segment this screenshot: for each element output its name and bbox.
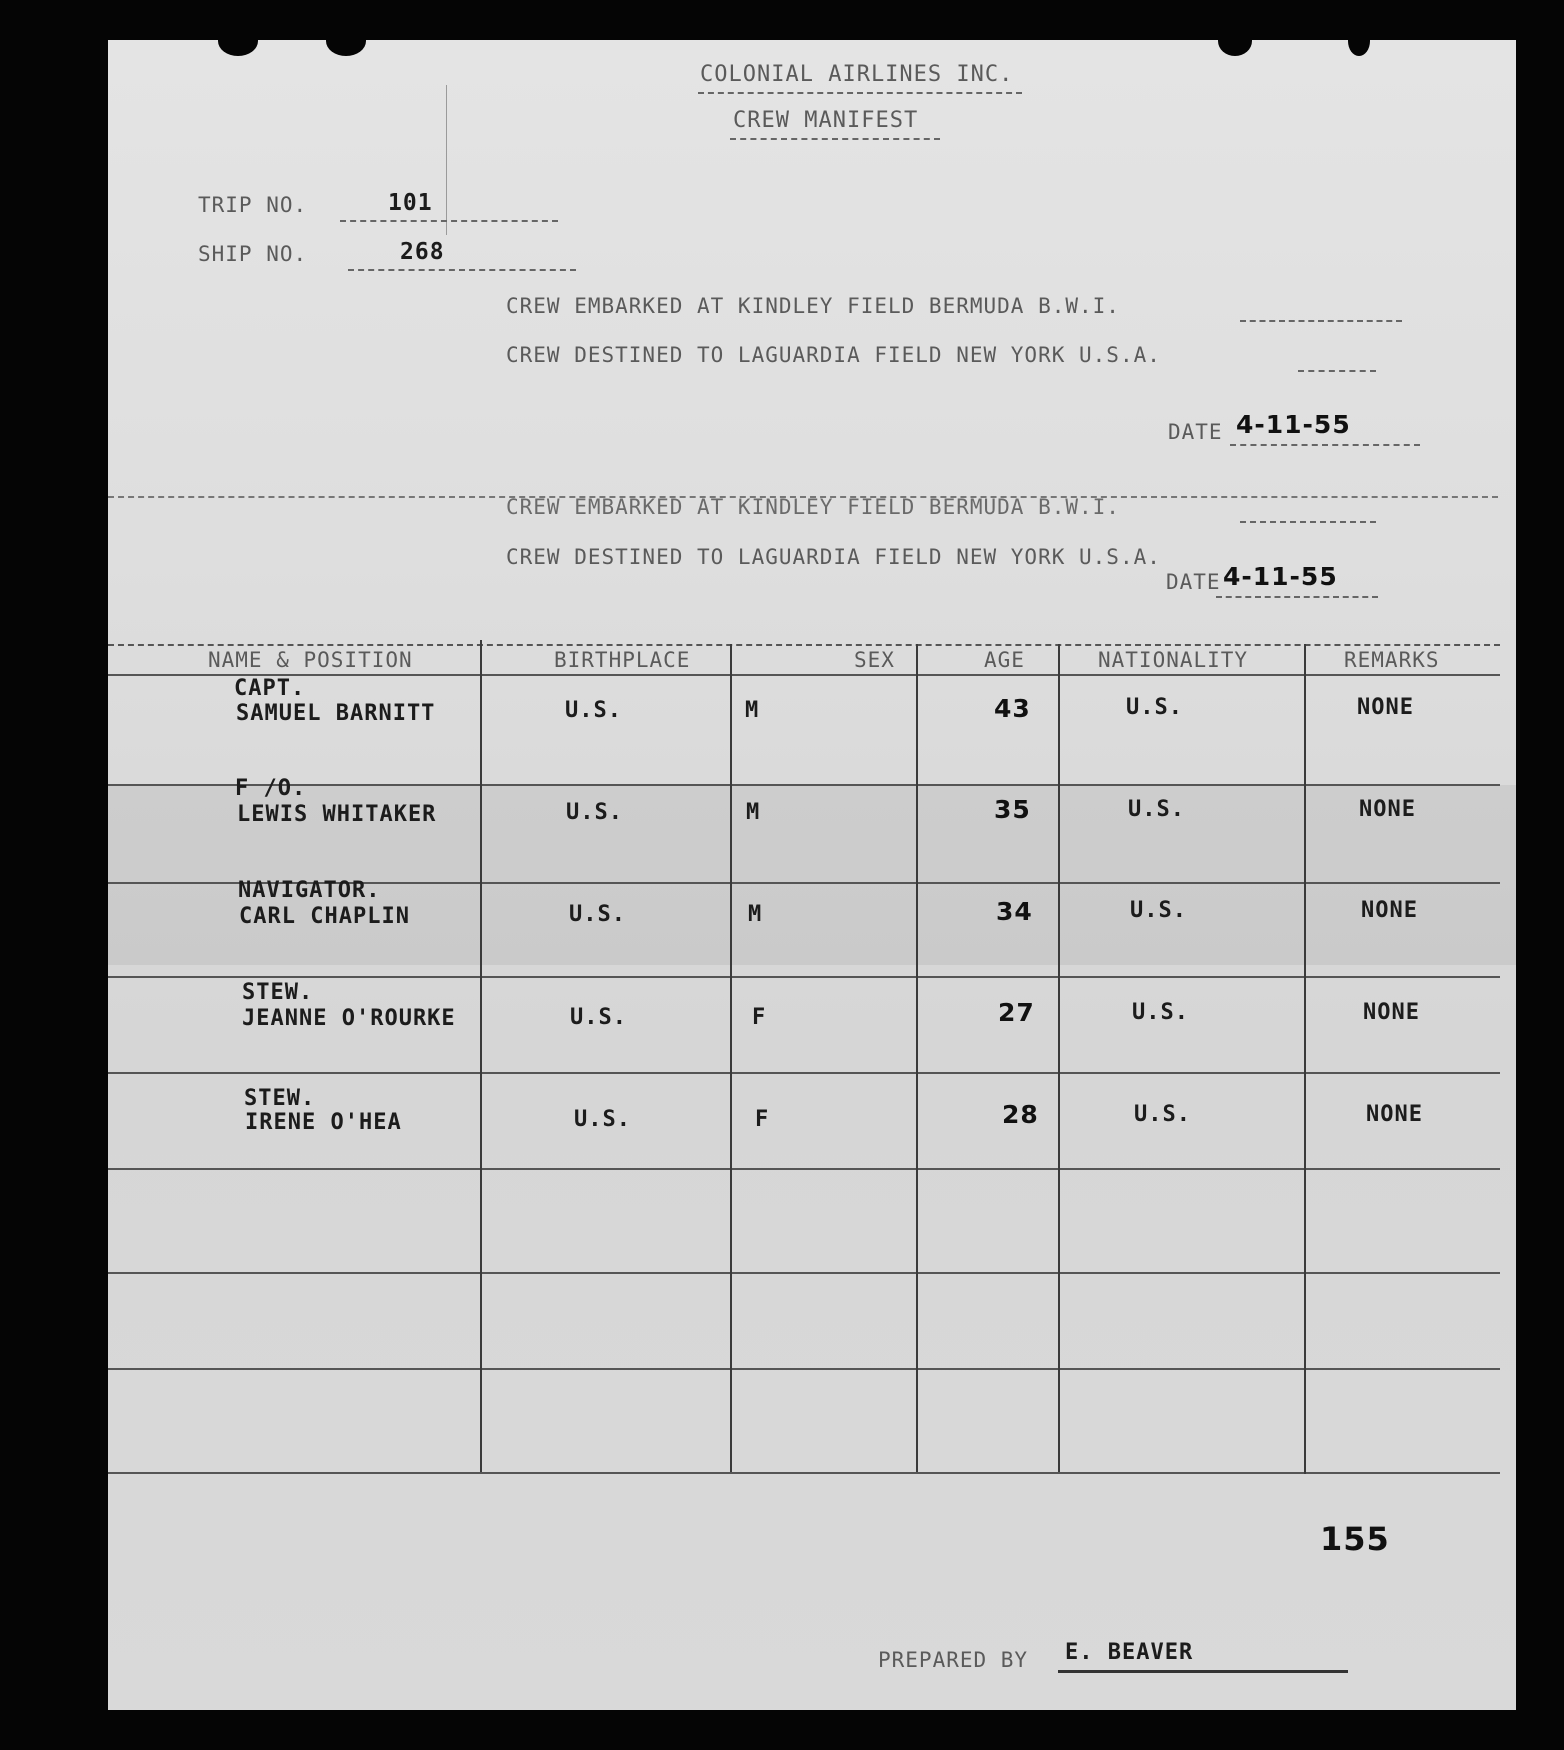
company-underline xyxy=(698,92,1022,94)
punch-hole-right xyxy=(1218,40,1252,56)
prepared-by-underline xyxy=(1058,1670,1348,1673)
row3-birthplace: U.S. xyxy=(569,902,626,927)
date-underline-1 xyxy=(1230,444,1420,446)
row2-name: LEWIS WHITAKER xyxy=(237,802,437,827)
row4-age: 27 xyxy=(998,998,1035,1027)
trip-label: TRIP NO. xyxy=(198,193,308,217)
destined-line-2: CREW DESTINED TO LAGUARDIA FIELD NEW YORK U.S.A. xyxy=(506,545,1161,569)
row2-sex: M xyxy=(746,800,761,825)
col-divider-3 xyxy=(916,644,918,1472)
col-divider-2 xyxy=(730,644,732,1472)
destined-line-1: CREW DESTINED TO LAGUARDIA FIELD NEW YORK U.S.A. xyxy=(506,343,1161,367)
row3-sex: M xyxy=(748,902,763,927)
date-value-1: 4-11-55 xyxy=(1236,410,1351,439)
destined-underline-1 xyxy=(1298,370,1376,372)
row2-nationality: U.S. xyxy=(1128,797,1185,822)
row2-birthplace: U.S. xyxy=(566,800,623,825)
punch-hole-left xyxy=(218,40,258,56)
date-label-2: DATE xyxy=(1166,570,1221,594)
embarked-line-1: CREW EMBARKED AT KINDLEY FIELD BERMUDA B.W.I. xyxy=(506,294,1120,318)
row5-nationality: U.S. xyxy=(1134,1102,1191,1127)
row1-position: CAPT. xyxy=(234,676,306,701)
row2-remarks: NONE xyxy=(1359,797,1416,822)
header-age: AGE xyxy=(984,648,1025,672)
row3-name: CARL CHAPLIN xyxy=(239,904,410,929)
row-line-1 xyxy=(108,784,1500,786)
ship-number: 268 xyxy=(400,239,445,265)
manifest-title: CREW MANIFEST xyxy=(733,108,919,133)
punch-hole-mid xyxy=(326,40,366,56)
row3-remarks: NONE xyxy=(1361,898,1418,923)
row4-name: JEANNE O'ROURKE xyxy=(242,1006,456,1031)
header-nationality: NATIONALITY xyxy=(1098,648,1249,672)
row4-position: STEW. xyxy=(242,980,314,1005)
row-line-7 xyxy=(108,1368,1500,1370)
header-name-position: NAME & POSITION xyxy=(208,648,413,672)
row1-sex: M xyxy=(745,698,760,723)
row5-birthplace: U.S. xyxy=(574,1107,631,1132)
row1-nationality: U.S. xyxy=(1126,695,1183,720)
ship-underline xyxy=(348,269,576,271)
col-divider-4 xyxy=(1058,644,1060,1472)
header-remarks: REMARKS xyxy=(1344,648,1440,672)
row5-remarks: NONE xyxy=(1366,1102,1423,1127)
row4-sex: F xyxy=(752,1005,767,1030)
crease-line xyxy=(446,85,447,235)
header-sex: SEX xyxy=(854,648,895,672)
embarked-underline-2 xyxy=(1240,521,1376,523)
row5-age: 28 xyxy=(1002,1100,1039,1129)
title-underline xyxy=(730,138,940,140)
date-underline-2 xyxy=(1216,596,1378,598)
company-name: COLONIAL AIRLINES INC. xyxy=(700,62,1014,87)
manifest-page xyxy=(108,40,1516,1710)
table-bottom-line xyxy=(108,1472,1500,1474)
row5-sex: F xyxy=(755,1107,770,1132)
embarked-line-2: CREW EMBARKED AT KINDLEY FIELD BERMUDA B.W.I. xyxy=(506,495,1120,519)
row3-nationality: U.S. xyxy=(1130,898,1187,923)
page-number: 155 xyxy=(1320,1520,1390,1558)
row5-name: IRENE O'HEA xyxy=(245,1110,402,1135)
row-line-4 xyxy=(108,1072,1500,1074)
header-birthplace: BIRTHPLACE xyxy=(554,648,691,672)
embarked-underline-1 xyxy=(1240,320,1402,322)
row4-remarks: NONE xyxy=(1363,1000,1420,1025)
row2-age: 35 xyxy=(994,795,1031,824)
row3-position: NAVIGATOR. xyxy=(238,878,381,903)
trip-underline xyxy=(340,220,558,222)
col-divider-1 xyxy=(480,640,482,1472)
row-line-6 xyxy=(108,1272,1500,1274)
punch-hole-far-right xyxy=(1348,40,1370,56)
date-value-2: 4-11-55 xyxy=(1223,562,1338,591)
row4-nationality: U.S. xyxy=(1132,1000,1189,1025)
row3-age: 34 xyxy=(996,897,1033,926)
row1-name: SAMUEL BARNITT xyxy=(236,701,436,726)
row-line-3 xyxy=(108,976,1500,978)
row2-position: F /O. xyxy=(235,776,307,801)
row1-birthplace: U.S. xyxy=(565,698,622,723)
ship-label: SHIP NO. xyxy=(198,242,308,266)
table-top-line xyxy=(108,644,1500,646)
prepared-by-name: E. BEAVER xyxy=(1065,1640,1194,1665)
trip-number: 101 xyxy=(388,190,433,216)
row-line-5 xyxy=(108,1168,1500,1170)
header-bottom-line xyxy=(108,674,1500,676)
row5-position: STEW. xyxy=(244,1086,316,1111)
row4-birthplace: U.S. xyxy=(570,1005,627,1030)
date-label-1: DATE xyxy=(1168,420,1223,444)
prepared-by-label: PREPARED BY xyxy=(878,1648,1029,1672)
row1-age: 43 xyxy=(994,694,1031,723)
col-divider-5 xyxy=(1304,644,1306,1474)
row1-remarks: NONE xyxy=(1357,695,1414,720)
